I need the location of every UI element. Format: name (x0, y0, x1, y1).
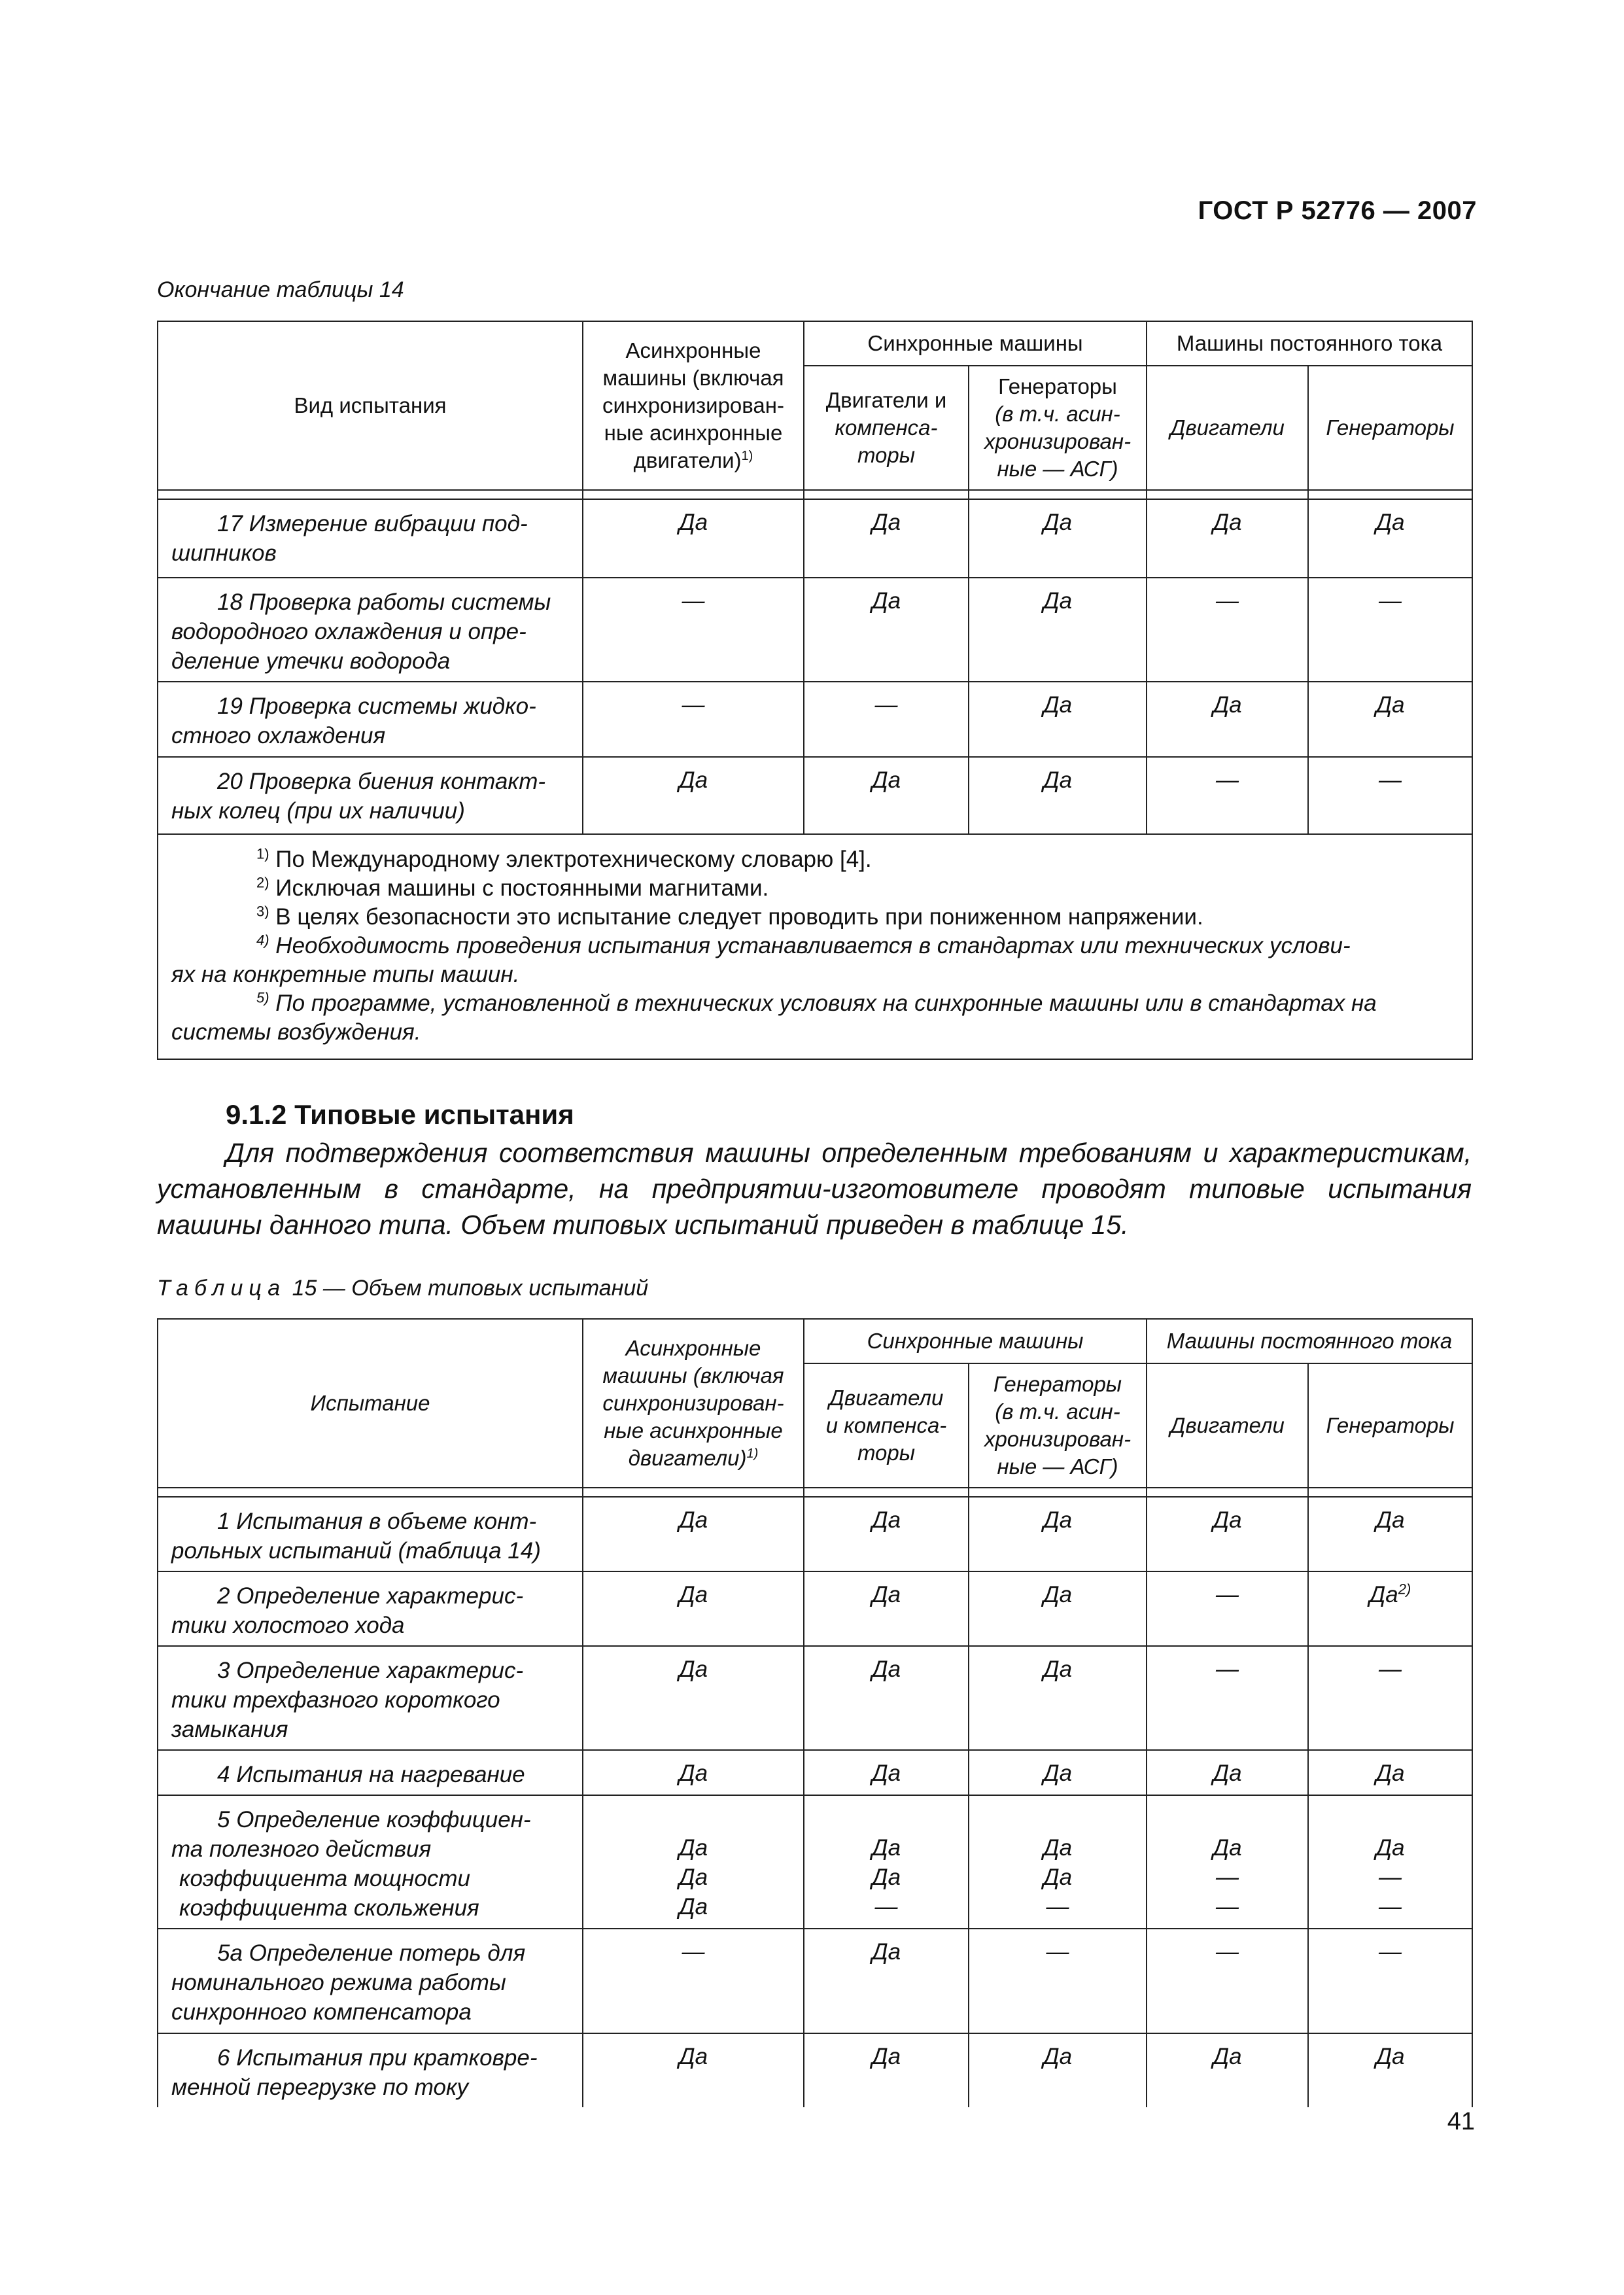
value-cell: Да (804, 1929, 969, 2033)
header-sync-machines: Синхронные машины (804, 321, 1147, 366)
test-name: 1 Испытания в объеме конт- рольных испытаний (таблица 14) (158, 1497, 583, 1571)
section-paragraph: Для подтверждения соответствия машины определенным требованиям и характеристикам, установленным в стандарте, на предприятии-изготовителе проводят типовые испытания машины данного типа. Объем типовых испытаний приведен в таблице 15. (157, 1138, 1472, 1240)
value-cell: — (1147, 578, 1308, 682)
footnote-continuation: системы возбуждения. (171, 1019, 421, 1045)
value-cell: — (583, 1929, 804, 2033)
value-cell: Да (969, 757, 1147, 834)
value-cell: — (1308, 757, 1472, 834)
value-cell: Да Да Да (583, 1795, 804, 1929)
value-cell: Да (583, 1571, 804, 1646)
value-cell: — (1147, 1571, 1308, 1646)
header-dc-generators: Генераторы (1308, 1363, 1472, 1488)
value-cell: Да (583, 757, 804, 834)
table-row (158, 1750, 1472, 1795)
value-cell: — (1308, 1646, 1472, 1750)
value-cell: Да (583, 1750, 804, 1795)
header-dc-machines: Машины постоянного тока (1147, 321, 1472, 366)
test-name: 5 Определение коэффициен- та полезного действия коэффициента мощности коэффициента скольжения (158, 1795, 583, 1929)
value-cell: — (583, 682, 804, 757)
header-test-type: Вид испытания (158, 321, 583, 490)
value-cell: Да (969, 1497, 1147, 1571)
value-cell: — (804, 682, 969, 757)
test-name: 5а Определение потерь для номинального режима работы синхронного компенсатора (158, 1929, 583, 2033)
section-heading: 9.1.2 Типовые испытания (226, 1099, 574, 1130)
value-cell: — (1147, 1646, 1308, 1750)
value-cell: — (1147, 1929, 1308, 2033)
footnote-continuation: ях на конкретные типы машин. (171, 962, 520, 987)
test-name: 19 Проверка системы жидко- стного охлаждения (158, 682, 583, 757)
header-sync-machines: Синхронные машины (804, 1319, 1147, 1363)
table14-caption: Окончание таблицы 14 (157, 277, 404, 302)
value-cell: — (1308, 578, 1472, 682)
value-cell: Да (1308, 2033, 1472, 2107)
table-row (158, 499, 1472, 578)
value-cell: — (1147, 757, 1308, 834)
footnote: $^{3)}$ В целях безопасности это испытание следует проводить при пониженном напряжении. (256, 903, 1203, 930)
value-cell: Да (583, 2033, 804, 2107)
test-name: 6 Испытания при кратковре- менной перегрузке по току (158, 2033, 583, 2107)
test-name: 20 Проверка биения контакт- ных колец (при их наличии) (158, 757, 583, 834)
table15-caption: Таблица 15 — Объем типовых испытаний (157, 1276, 649, 1301)
table-15 (157, 1318, 1473, 2107)
table-14 (157, 321, 1473, 1060)
value-cell: Да (583, 1497, 804, 1571)
value-cell: Да (1147, 1750, 1308, 1795)
header-dc-motors: Двигатели (1147, 1363, 1308, 1488)
table-row (158, 1497, 1472, 1571)
table-row (158, 1646, 1472, 1750)
table-row (158, 578, 1472, 682)
value-cell: Да (969, 1571, 1147, 1646)
header-async-machines: Асинхронные машины (включая синхронизирован- ные асинхронные двигатели)$^{1)}$ (583, 321, 804, 490)
header-sync-motors: Двигатели и компенса- торы (804, 366, 969, 490)
value-cell: Да (804, 757, 969, 834)
table-row (158, 2033, 1472, 2107)
value-cell: Да (583, 1646, 804, 1750)
value-cell: Да — — (1308, 1795, 1472, 1929)
value-cell: Да Да — (804, 1795, 969, 1929)
table-row (158, 682, 1472, 757)
header-dc-machines: Машины постоянного тока (1147, 1319, 1472, 1363)
value-cell: Да (969, 682, 1147, 757)
header-sync-generators: Генераторы (в т.ч. асин- хронизирован- ные — АСГ) (969, 366, 1147, 490)
header-dc-motors: Двигатели (1147, 366, 1308, 490)
footnote: $^{2)}$ Исключая машины с постоянными магнитами. (256, 874, 769, 901)
value-cell: Да (969, 578, 1147, 682)
value-cell: Да (1308, 1497, 1472, 1571)
header-sync-motors: Двигатели и компенса- торы (804, 1363, 969, 1488)
table-row (158, 1795, 1472, 1929)
value-cell: Да (1147, 682, 1308, 757)
value-cell: Да (1147, 1497, 1308, 1571)
value-cell: Да (969, 499, 1147, 578)
value-cell: Да (1308, 682, 1472, 757)
test-name: 2 Определение характерис- тики холостого хода (158, 1571, 583, 1646)
value-cell: Да (804, 1571, 969, 1646)
value-cell: Да (969, 2033, 1147, 2107)
header-test: Испытание (158, 1319, 583, 1488)
footnote: $^{4)}$ Необходимость проведения испытания устанавливается в стандартах или технических услови- (256, 932, 1351, 958)
value-cell: Да (969, 1646, 1147, 1750)
table-row (158, 1571, 1472, 1646)
document-designation: ГОСТ Р 52776 — 2007 (1198, 196, 1477, 225)
table-row (158, 1929, 1472, 2033)
value-cell: Да Да — (969, 1795, 1147, 1929)
value-cell: Да (804, 2033, 969, 2107)
value-cell: Да (804, 1646, 969, 1750)
test-name: 18 Проверка работы системы водородного охлаждения и опре- деление утечки водорода (158, 578, 583, 682)
value-cell: Да — — (1147, 1795, 1308, 1929)
value-cell: Да (1147, 499, 1308, 578)
footnote: $^{5)}$ По программе, установленной в технических условиях на синхронные машины или в стандартах на (256, 989, 1377, 1016)
value-cell: Да (804, 578, 969, 682)
value-cell: Да (583, 499, 804, 578)
value-cell: Да (804, 499, 969, 578)
value-cell: Да (1308, 499, 1472, 578)
header-sync-generators: Генераторы (в т.ч. асин- хронизирован- ные — АСГ) (969, 1363, 1147, 1488)
value-cell: Да (804, 1750, 969, 1795)
test-name: 3 Определение характерис- тики трехфазного короткого замыкания (158, 1646, 583, 1750)
header-async-machines: Асинхронные машины (включая синхронизирован- ные асинхронные двигатели)$^{1)}$ (583, 1319, 804, 1488)
value-cell: Да (1147, 2033, 1308, 2107)
value-cell: $Да^{2)}$ (1308, 1571, 1472, 1646)
table-row (158, 757, 1472, 834)
value-cell: — (583, 578, 804, 682)
table14-footnotes (158, 834, 1472, 1059)
value-cell: — (969, 1929, 1147, 2033)
header-dc-generators: Генераторы (1308, 366, 1472, 490)
value-cell: Да (969, 1750, 1147, 1795)
test-name: 17 Измерение вибрации под- шипников (158, 499, 583, 578)
page-number: 41 (1447, 2108, 1475, 2135)
value-cell: Да (1308, 1750, 1472, 1795)
test-name: 4 Испытания на нагревание (158, 1750, 583, 1795)
value-cell: Да (804, 1497, 969, 1571)
footnote: $^{1)}$ По Международному электротехническому словарю [4]. (256, 845, 872, 872)
value-cell: — (1308, 1929, 1472, 2033)
